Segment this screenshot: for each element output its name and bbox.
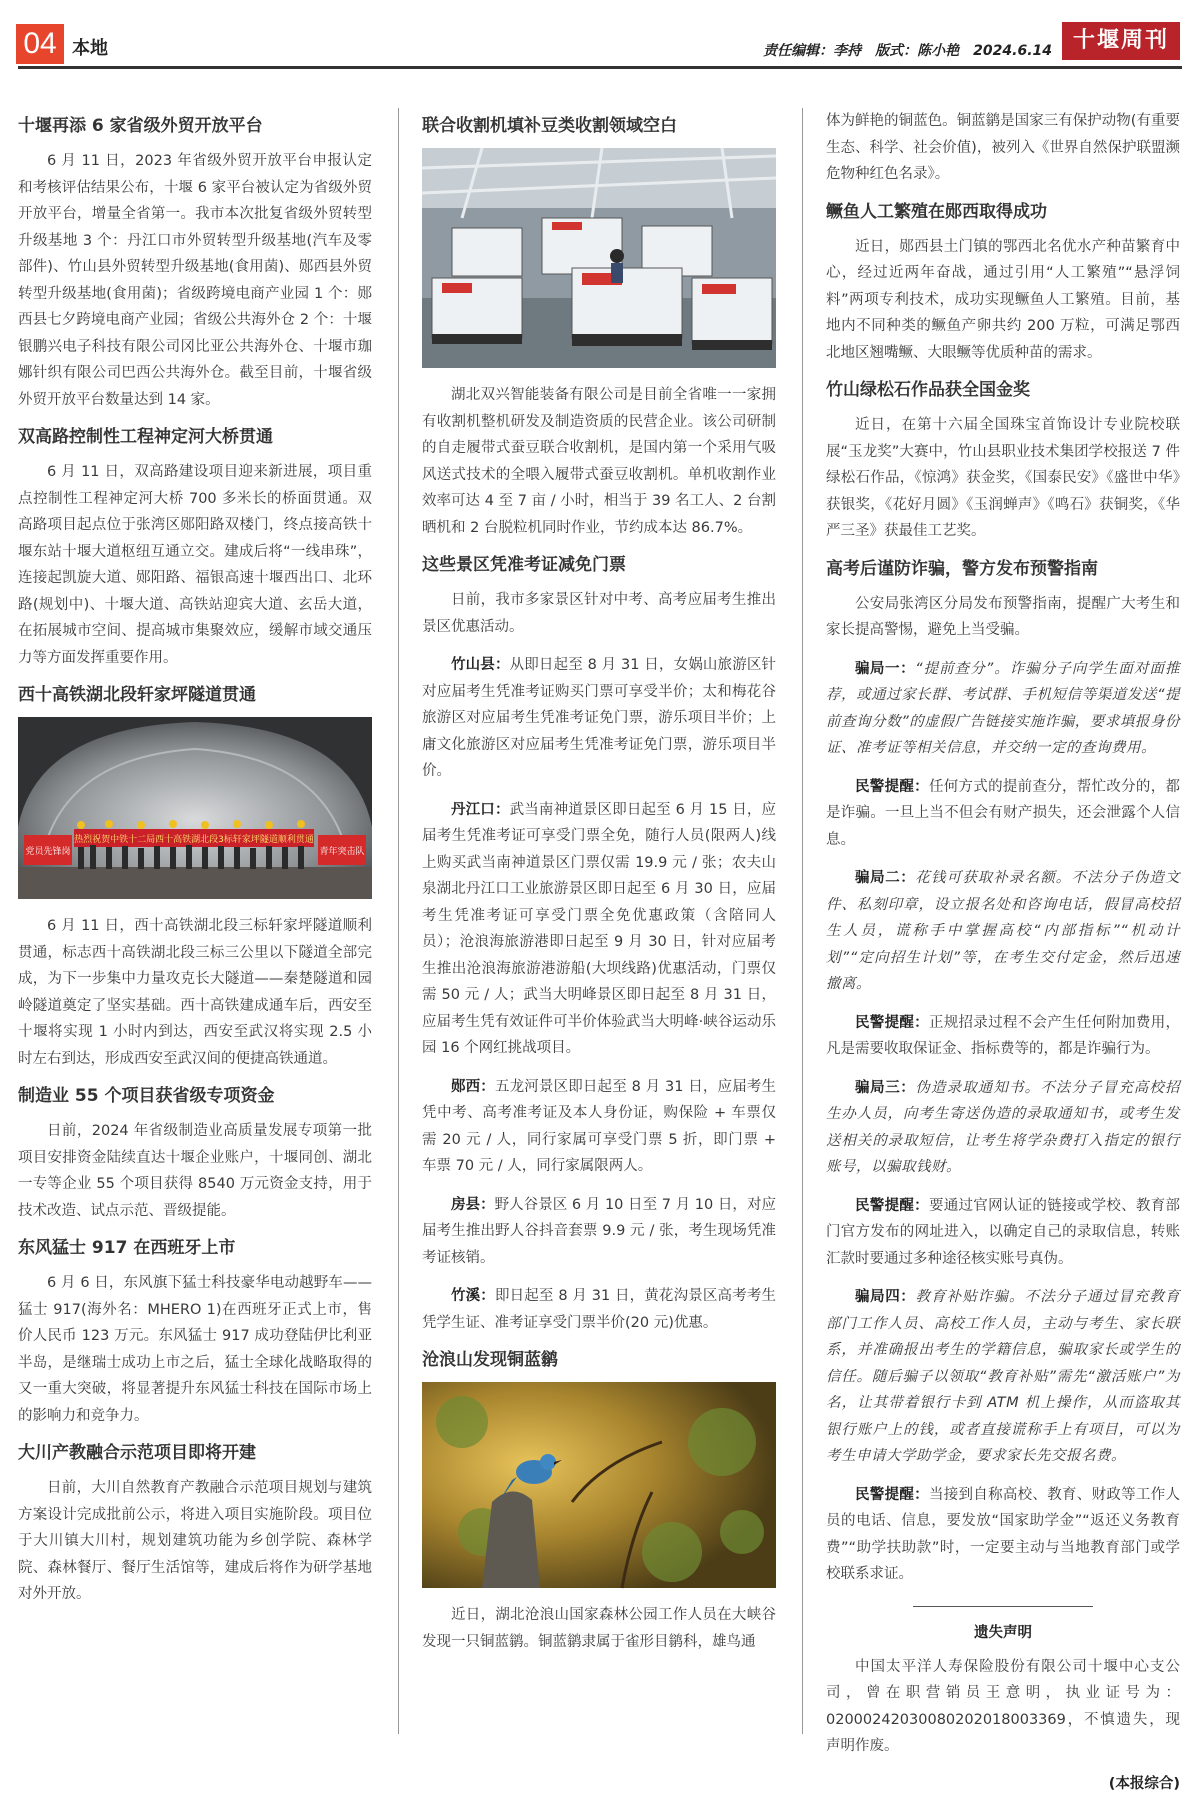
scam-text: 伪造录取通知书。不法分子冒充高校招生办人员，向考生寄送伪造的录取通知书，或考生发送相关的录取短信，让考生将学杂费打入指定的银行账号，以骗取钱财。 [826,1079,1181,1175]
article-body: 6 月 11 日，2023 年省级外贸开放平台申报认定和考核评估结果公布，十堰 6 家平台被认定为省级外贸开放平台，增量全省第一。我市本次批复省级外贸转型升级基地 3 个：丹江口市外贸转型升级基地(汽车及零部件)、竹山县外贸转型升级基地(食用菌)、郧西县外贸转型升级基地(食用菌)；省级跨境电商产业园 1 个：郧西县七夕跨境电商产业园；省级公共海外仓 2 个：十堰银鹏兴电子科技有限公司冈比亚公共海外仓、十堰市珈娜针织有限公司巴西公共海外仓。截至目前，十堰省级外贸开放平台数量达到 14 家。 [18,153,372,408]
source-credit: (本报综合) [1108,1775,1180,1792]
flag-right-text: 青年突击队 [319,847,365,857]
region-label: 丹江口： [451,801,510,818]
article-body: 近日，郧西县土门镇的鄂西北名优水产种苗繁育中心，经过近两年奋战，通过引用“人工繁殖”“悬浮饲料”两项专利技术，成功实现鳜鱼人工繁殖。目前，基地内不同种类的鳜鱼产卵共约 200 万粒，可满足鄂西北地区翘嘴鳜、大眼鳜等优质种苗的需求。 [826,238,1180,361]
police-warning [826,1193,1180,1273]
region-text: 武当南神道景区即日起至 6 月 15 日，应届考生凭准考证可享受门票全免，随行人员(限两人)线上购买武当南神道景区门票仅需 19.9 元 / 张；农夫山泉湖北丹江口工业旅游景区即日起至 6 月 30 日，应届考生凭准考证可享受门票全免优惠政策（含陪同人员）；沧浪海旅游港即日起至 9 月 30 日，针对应届考生推出沧浪海旅游港游船(大坝线路)优惠活动，门票仅需 50 元 / 人；武当大明峰景区即日起至 8 月 31 日，应届考生凭有效证件可半价体验武当大明峰·峡谷运动乐园 16 个网红挑战项目。 [422,801,776,1056]
scam-label: 骗局二： [855,870,916,886]
warning-text: 正规招录过程不会产生任何附加费用，凡是需要收取保证金、指标费等的，都是诈骗行为。 [826,1014,1181,1057]
region-text: 从即日起至 8 月 31 日，女娲山旅游区针对应届考生凭准考证购买门票可享受半价；太和梅花谷旅游区对应届考生凭准考证免门票，游乐项目半价；上庸文化旅游区对应届考生凭准考证免门票，游乐项目半价。 [422,657,776,779]
article-body [422,1283,776,1336]
harvester-factory-photo [422,148,776,368]
warning-text: 要通过官网认证的链接或学校、教育部门官方发布的网址进入，以确定自己的录取信息，转账汇款时要通过多种途径核实账号真伪。 [826,1197,1181,1267]
warning-label: 民警提醒： [855,1014,929,1031]
region-label: 竹溪： [451,1288,495,1304]
region-label: 郧西： [451,1078,495,1095]
scam-item [826,1284,1180,1470]
tunnel-photo-graphic [18,717,372,899]
warning-text: 当接到自称高校、教育、财政等工作人员的电话、信息，要发放“国家助学金”“返还义务教育费”“助学扶助款”时，一定要主动与当地教育部门或学校联系求证。 [826,1486,1181,1582]
police-warning [826,1010,1180,1063]
article-title: 鳜鱼人工繁殖在郧西取得成功 [826,201,1047,222]
article-body [422,797,776,1062]
region-text: 野人谷景区 6 月 10 日至 7 月 10 日，对应届考生推出野人谷抖音套票 9.9 元 / 张，考生现场凭准考证核销。 [422,1196,776,1266]
region-text: 五龙河景区即日起至 8 月 31 日，应届考生凭中考、高考准考证及本人身份证，购保险 + 车票仅需 20 元 / 人，同行家属可享受门票 5 折，即门票 + 车票 70 元 / 人，同行家属限两人。 [422,1078,776,1174]
article-body [422,1192,776,1272]
scam-text: “提前查分”。诈骗分子向学生面对面推荐，或通过家长群、考试群、手机短信等渠道发送“提前查询分数”的虚假广告链接实施诈骗，要求填报身份证、准考证等相关信息，并交纳一定的查询费用。 [826,660,1180,756]
article-body: 6 月 11 日，双高路建设项目迎来新进展，项目重点控制性工程神定河大桥 700 多米长的桥面贯通。双高路项目起点位于张湾区郧阳路双楼门，终点接高铁十堰东站十堰大道枢纽互通立交。建成后将“一线串珠”，连接起凯旋大道、郧阳路、福银高速十堰西出口、北环路(规划中)、十堰大道、高铁站迎宾大道、玄岳大道，在拓展城市空间、提高城市集聚效应，缓解市域交通压力等方面发挥重要作用。 [18,464,372,666]
article-title: 西十高铁湖北段轩家坪隧道贯通 [18,685,256,705]
scam-label: 骗局三： [855,1079,916,1096]
section-name: 本地 [72,38,108,59]
warning-label: 民警提醒： [855,1486,929,1503]
article-body: 6 月 11 日，西十高铁湖北段三标轩家坪隧道顺利贯通，标志西十高铁湖北段三标三公里以下隧道全部完成，为下一步集中力量攻克长大隧道——秦楚隧道和园岭隧道奠定了坚实基础。西十高铁建成通车后，西安至十堰将实现 1 小时内到达，西安至武汉将实现 2.5 小时左右到达，形成西安至武汉间的便捷高铁通道。 [18,918,372,1067]
masthead-logo: 十堰周刊 [1062,22,1180,60]
police-warning [826,1482,1180,1588]
harvester-photo-graphic [422,148,776,368]
notice-body: 中国太平洋人寿保险股份有限公司十堰中心支公司，曾在职营销员王意明，执业证号为：02000242030080202018003369，不慎遗失，现声明作废。 [826,1658,1180,1754]
warning-text: 任何方式的提前查分，帮忙改分的，都是诈骗。一旦上当不但会有财产损失，还会泄露个人信息。 [826,778,1181,848]
column-divider [802,108,803,1734]
article-title: 这些景区凭准考证减免门票 [422,555,626,575]
article-title: 高考后谨防诈骗，警方发布预警指南 [826,558,1098,579]
article-body: 日前，2024 年省级制造业高质量发展专项第一批项目安排资金陆续直达十堰企业账户，十堰同创、湖北一专等企业 55 个项目获得 8540 万元资金支持，用于技术改造、试点示范、晋级提能。 [18,1123,372,1219]
region-label: 竹山县： [451,657,510,673]
region-label: 房县： [451,1196,495,1213]
bird-photo [422,1382,776,1588]
notice-title: 遗失声明 [974,1624,1032,1641]
bird-photo-graphic [422,1382,776,1588]
article-title: 联合收割机填补豆类收割领域空白 [422,116,677,136]
column-divider [398,108,399,1734]
column-1 [18,108,372,1734]
scam-label: 骗局四： [855,1289,916,1305]
article-title: 沧浪山发现铜蓝鹟 [422,1350,558,1370]
region-text: 即日起至 8 月 31 日，黄花沟景区高考考生凭学生证、准考证享受门票半价(20 元)优惠。 [422,1288,776,1331]
article-body: 6 月 6 日，东风旗下猛士科技豪华电动越野车——猛士 917(海外名：MHERO 1)在西班牙正式上市，售价人民币 123 万元。东风猛士 917 成功登陆伊比利亚半岛，是继瑞士成功上市之后，猛士全球化战略取得的又一重大突破，将显著提升东风猛士科技在国际市场上的影响力和竞争力。 [18,1275,372,1424]
scam-item [826,656,1180,762]
flag-left-text: 党员先锋岗 [25,847,71,857]
article-body: 湖北双兴智能装备有限公司是目前全省唯一一家拥有收割机整机研发及制造资质的民营企业。该公司研制的自走履带式蚕豆联合收割机，是国内第一个采用气吸风送式技术的全喂入履带式蚕豆收割机。单机收割作业效率可达 4 至 7 亩 / 小时，相当于 39 名工人、2 台割晒机和 2 台脱粒机同时作业，节约成本达 86.7%。 [422,387,776,536]
warning-label: 民警提醒： [855,1197,929,1214]
page-number: 04 [16,24,64,64]
article-body: 近日，在第十六届全国珠宝首饰设计专业院校联展“玉龙奖”大赛中，竹山县职业技术集团学校报送 7 件绿松石作品，《惊鸿》获金奖，《国泰民安》《盛世中华》获银奖，《花好月圆》《玉润蝉声》《鸣石》获铜奖，《华严三圣》获最佳工艺奖。 [826,417,1180,539]
column-2 [422,108,776,1734]
article-title: 东风猛士 917 在西班牙上市 [18,1238,236,1258]
notice-divider [913,1606,1093,1607]
column-3 [826,108,1181,1792]
warning-label: 民警提醒： [855,778,929,795]
scam-text: 教育补贴诈骗。不法分子通过冒充教育部门工作人员、高校工作人员，主动与考生、家长联系，并准确报出考生的学籍信息，骗取家长或学生的信任。随后骗子以领取“教育补贴”需先“激活账户”为名，让其带着银行卡到 ATM 机上操作，从而盗取其银行账户上的钱，或者直接谎称手上有项目，可以为考生申请大学助学金，要求家长先交报名费。 [826,1289,1181,1464]
article-title: 双高路控制性工程神定河大桥贯通 [18,427,273,447]
header-rule [18,66,1182,69]
article-title: 大川产教融合示范项目即将开建 [18,1443,256,1463]
page-header [0,0,1200,70]
scam-item [826,865,1180,998]
article-body [422,1074,776,1180]
article-title: 十堰再添 6 家省级外贸开放平台 [18,116,263,136]
article-body: 公安局张湾区分局发布预警指南，提醒广大考生和家长提高警惕，避免上当受骗。 [826,595,1180,638]
banner-text: 热烈祝贺中铁十二局西十高铁湖北段3标轩家坪隧道顺利贯通 [74,835,314,845]
article-body [422,652,776,785]
police-warning [826,774,1180,854]
article-body-continued: 体为鲜艳的铜蓝色。铜蓝鹟是国家三有保护动物(有重要生态、科学、社会价值)，被列入《世界自然保护联盟濒危物种红色名录》。 [826,113,1180,182]
article-body: 日前，大川自然教育产教融合示范项目规划与建筑方案设计完成批前公示，将进入项目实施阶段。项目位于大川镇大川村，规划建筑功能为乡创学院、森林学院、森林餐厅、餐厅生活馆等，建成后将作为研学基地对外开放。 [18,1480,372,1602]
article-title: 制造业 55 个项目获省级专项资金 [18,1086,275,1106]
tunnel-photo [18,717,372,899]
editor-credits: 责任编辑：李持 版式：陈小艳 2024.6.14 [763,43,1052,59]
scam-label: 骗局一： [855,660,916,677]
scam-item [826,1075,1180,1181]
article-title: 竹山绿松石作品获全国金奖 [826,380,1030,400]
scam-text: 花钱可获取补录名额。不法分子伪造文件、私刻印章，设立报名处和咨询电话，假冒高校招生人员，谎称手中掌握高校“内部指标”“机动计划”“定向招生计划”等，在考生交付定金，然后迅速撤离。 [826,870,1181,992]
article-body: 近日，湖北沧浪山国家森林公园工作人员在大峡谷发现一只铜蓝鹟。铜蓝鹟隶属于雀形目鹟科，雄鸟通 [422,1607,776,1650]
article-body: 日前，我市多家景区针对中考、高考应届考生推出景区优惠活动。 [422,592,776,635]
